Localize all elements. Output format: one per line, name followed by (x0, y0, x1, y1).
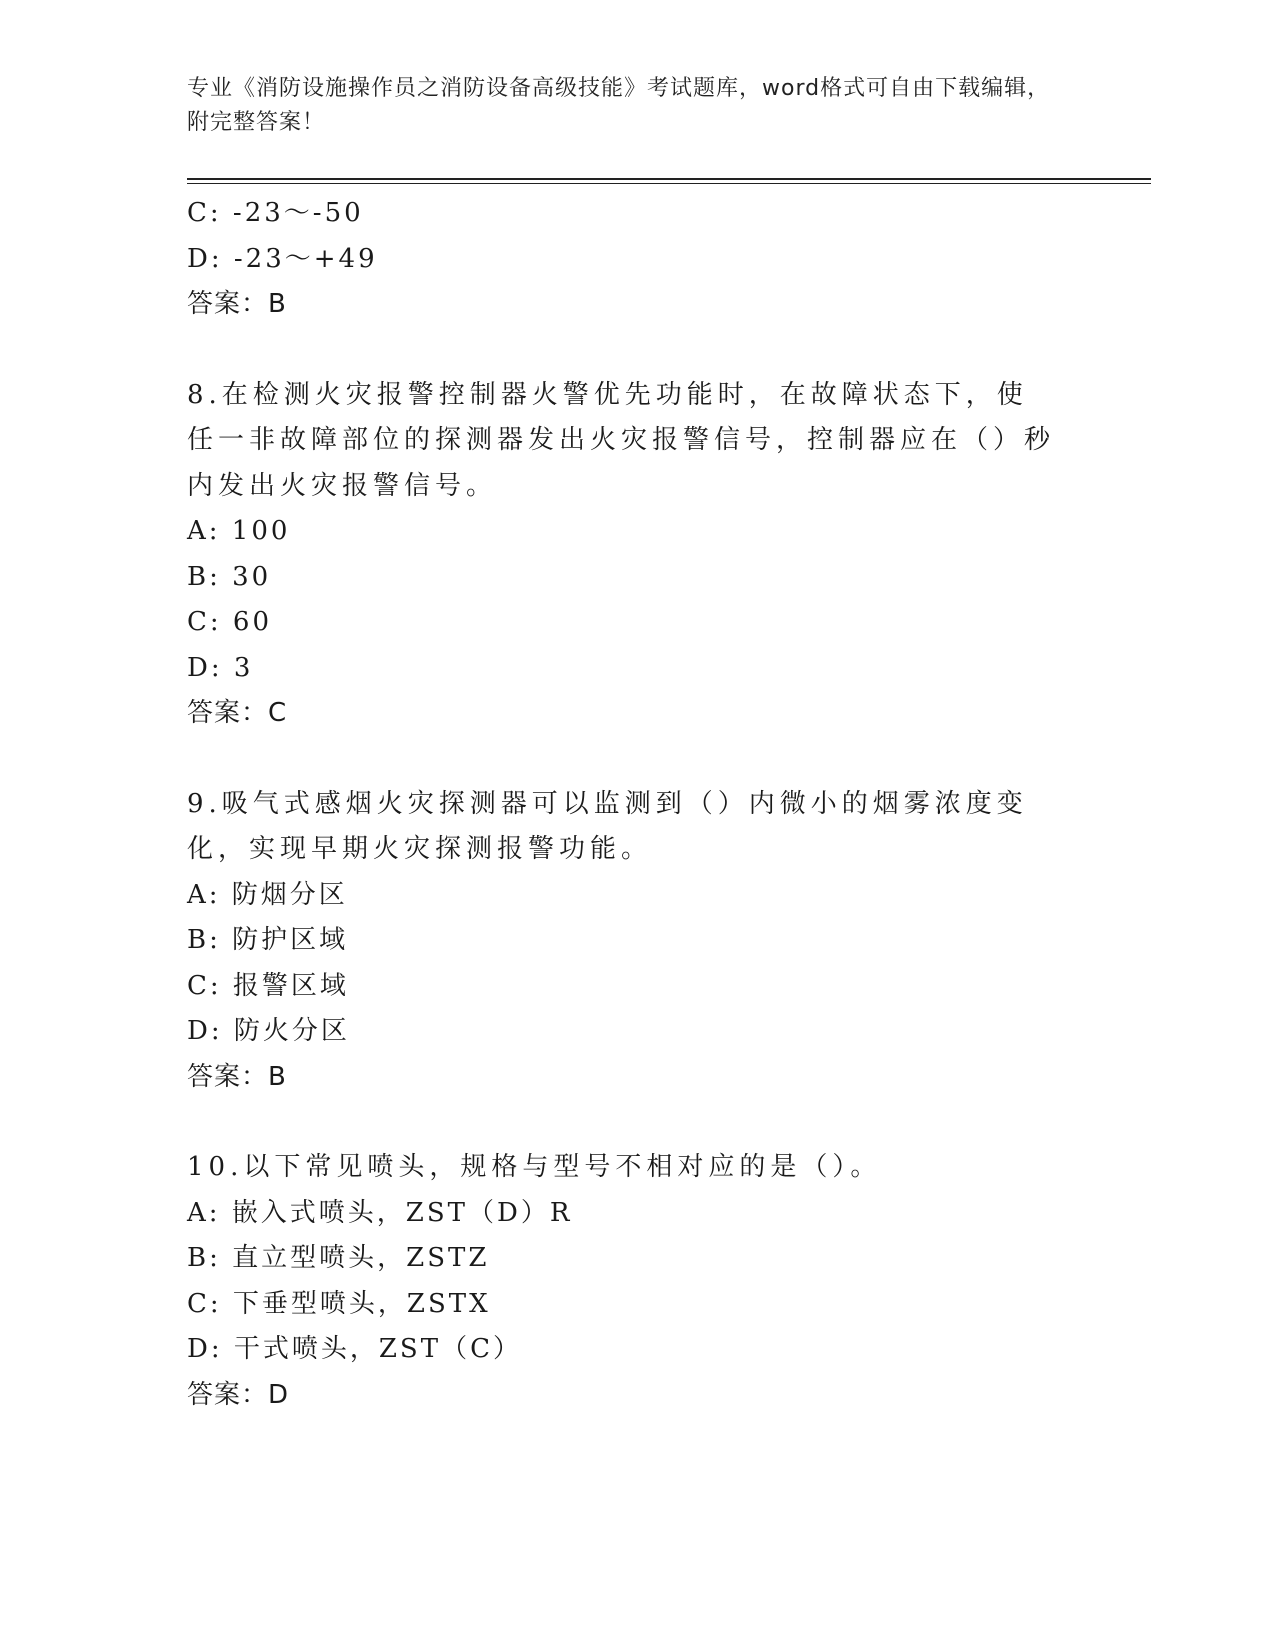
answer-line: 答案：B (187, 289, 287, 319)
header-rule-thin (187, 183, 1151, 184)
option-a: A: 防烟分区 (187, 879, 348, 910)
question-stem: 10.以下常见喷头，规格与型号不相对应的是（）。 (187, 1152, 882, 1182)
option-c: C: 下垂型喷头，ZSTX (187, 1288, 491, 1319)
answer-line: 答案：C (187, 698, 288, 728)
option-b: B: 直立型喷头，ZSTZ (187, 1243, 490, 1273)
question-stem: 8.在检测火灾报警控制器火警优先功能时，在故障状态下，使任一非故障部位的探测器发出火灾报警信号，控制器应在（）秒内发出火灾报警信号。 (187, 379, 1056, 501)
question-stem: 9.吸气式感烟火灾探测器可以监测到（）内微小的烟雾浓度变化，实现早期火灾探测报警功能。 (187, 788, 1028, 864)
document-header: 专业《消防设施操作员之消防设备高级技能》考试题库，word格式可自由下载编辑，附完整答案！ (187, 76, 1051, 135)
spacer (187, 1100, 1067, 1145)
answer-line: 答案：B (187, 1061, 287, 1092)
question-content (187, 191, 1067, 1418)
option-b: B: 防护区域 (187, 925, 349, 955)
option-d: D: 3 (187, 652, 254, 683)
option-a: A: 嵌入式喷头，ZST（D）R (187, 1197, 573, 1228)
option-b: B: 30 (187, 561, 272, 592)
spacer (187, 328, 1067, 373)
option-d: D: -23～+49 (187, 243, 378, 274)
option-c: C: 60 (187, 607, 273, 637)
option-a: A: 100 (187, 516, 291, 546)
option-d: D: 干式喷头，ZST（C） (187, 1334, 522, 1364)
question-10 (187, 1145, 1067, 1418)
option-c: C: 报警区域 (187, 970, 349, 1001)
option-c: C: -23～-50 (187, 198, 364, 228)
spacer (187, 737, 1067, 782)
previous-question-tail (187, 191, 1067, 328)
question-8 (187, 373, 1067, 737)
answer-line: 答案：D (187, 1379, 290, 1410)
option-d: D: 防火分区 (187, 1016, 350, 1046)
question-9 (187, 782, 1067, 1101)
header-rule-thick (187, 178, 1151, 180)
